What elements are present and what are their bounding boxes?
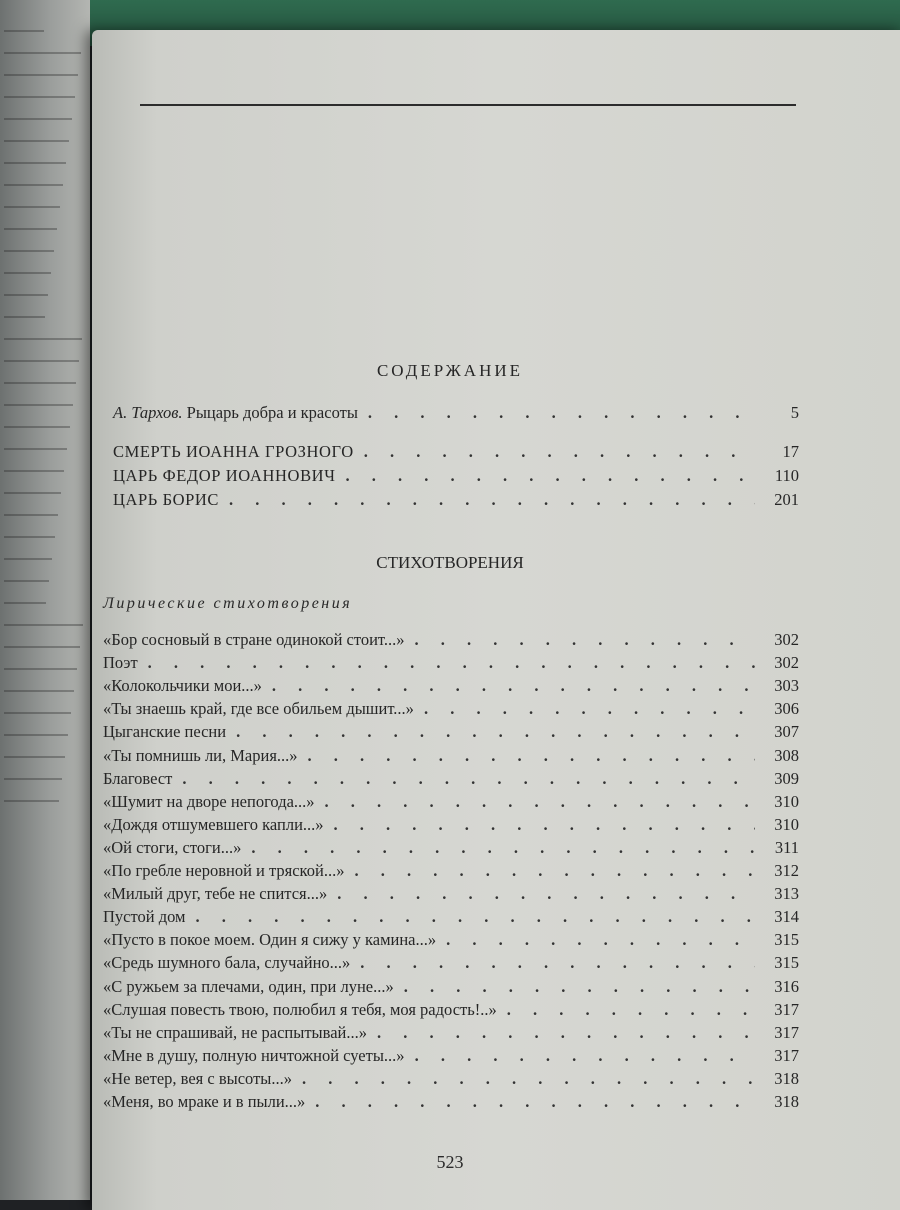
poem-entry (103, 1023, 799, 1043)
left-page-text-line (4, 74, 78, 76)
leader-dots (325, 792, 755, 812)
page-ref: 302 (774, 653, 799, 673)
page-ref: 315 (774, 930, 799, 950)
leader-dots (182, 769, 755, 789)
left-page-text-line (4, 514, 58, 516)
poem-title: «Колокольчики мои...» (103, 676, 262, 696)
poem-entry (103, 769, 799, 789)
left-page-text-line (4, 228, 57, 230)
poem-title: «Ты не спрашивай, не распытывай...» (103, 1022, 367, 1042)
page-ref: 5 (790, 403, 799, 422)
poem-entry (103, 977, 799, 997)
leader-dots (195, 907, 755, 927)
header-rule (140, 104, 796, 106)
leader-dots (354, 861, 755, 881)
poem-title: «По гребле неровной и тряской...» (103, 861, 345, 880)
leader-dots (424, 699, 755, 719)
toc-entry-intro (113, 403, 799, 423)
drama-entry (113, 442, 799, 462)
poem-title: «Шумит на дворе непогода...» (103, 791, 315, 811)
left-page-text-line (4, 800, 59, 802)
poem-title: «Ты знаешь край, где все обильем дышит...» (103, 699, 414, 719)
left-page-text-line (4, 624, 83, 626)
intro-author: А. Тархов. (113, 403, 183, 422)
poem-entry (103, 630, 799, 650)
page-ref: 17 (782, 442, 799, 461)
left-page-text-line (4, 30, 44, 32)
leader-dots (360, 953, 755, 973)
poem-title: «Пусто в покое моем. Один я сижу у камина...» (103, 930, 437, 950)
section-title: СТИХОТВОРЕНИЯ (376, 553, 524, 572)
page-ref: 317 (774, 999, 799, 1019)
page-ref: 309 (774, 768, 799, 788)
left-page-text-line (4, 52, 81, 54)
left-page-text-line (4, 580, 49, 582)
page-ref: 317 (774, 1022, 799, 1042)
poem-entry (103, 884, 799, 904)
page-ref: 308 (774, 745, 799, 765)
leader-dots (446, 930, 755, 950)
leader-dots (251, 838, 755, 858)
left-page-text-line (4, 778, 62, 780)
page-ref: 318 (774, 1068, 799, 1088)
poem-title: «Милый друг, тебе не спится...» (103, 884, 328, 904)
leader-dots (148, 653, 755, 673)
left-page-text-line (4, 338, 82, 340)
left-page-text-line (4, 734, 68, 736)
poem-entry (103, 792, 799, 812)
page-ref: 311 (774, 837, 799, 857)
poem-entry (103, 953, 799, 973)
drama-entry (113, 490, 799, 510)
poem-title: «Ой стоги, стоги...» (103, 837, 242, 857)
page-ref: 312 (774, 861, 799, 880)
poem-entry (103, 746, 799, 766)
left-page-text-line (4, 470, 64, 472)
left-page-text-line (4, 294, 48, 296)
poem-entry (103, 1000, 799, 1020)
leader-dots (302, 1069, 755, 1089)
subsection-title: Лирические стихотворения (103, 595, 353, 612)
page-ref: 201 (774, 490, 799, 509)
leader-dots (334, 815, 755, 835)
poem-entry (103, 930, 799, 950)
left-page-text-line (4, 162, 66, 164)
poem-title: «Средь шумного бала, случайно...» (103, 953, 351, 973)
leader-dots (364, 442, 755, 462)
page-title: СОДЕРЖАНИЕ (376, 361, 524, 380)
leader-dots (236, 722, 755, 742)
leader-dots (272, 676, 755, 696)
poem-entry (103, 722, 799, 742)
drama-title: ЦАРЬ БОРИС (113, 490, 219, 509)
poem-entry (103, 653, 799, 673)
left-page-text-line (4, 316, 45, 318)
page-ref: 314 (774, 907, 799, 927)
poem-title: «Не ветер, вея с высоты...» (103, 1068, 293, 1088)
poem-title: Цыганские песни (103, 722, 227, 742)
drama-title: СМЕРТЬ ИОАННА ГРОЗНОГО (113, 442, 354, 461)
leader-dots (308, 746, 755, 766)
page-ref: 313 (774, 884, 799, 904)
poem-title: Благовест (103, 768, 173, 788)
left-page-text-line (4, 404, 73, 406)
page-ref: 317 (774, 1045, 799, 1065)
page-ref: 315 (774, 953, 799, 973)
left-page-text-line (4, 690, 74, 692)
page-ref: 303 (774, 676, 799, 696)
poem-title: Поэт (103, 653, 138, 673)
leader-dots (415, 1046, 755, 1066)
poem-entry (103, 1046, 799, 1066)
poem-title: «Ты помнишь ли, Мария...» (103, 745, 298, 765)
leader-dots (315, 1092, 755, 1112)
left-page-text-line (4, 140, 69, 142)
left-page-text-line (4, 382, 76, 384)
left-page-text-line (4, 712, 71, 714)
poem-title: «Слушая повесть твою, полюбил я тебя, моя радость!..» (103, 999, 497, 1019)
poem-entry (103, 907, 799, 927)
left-page-text-line (4, 250, 54, 252)
left-page-text-line (4, 184, 63, 186)
intro-title: Рыцарь добра и красоты (186, 403, 358, 422)
leader-dots (415, 630, 755, 650)
poem-entry (103, 861, 799, 881)
page-ref: 307 (774, 722, 799, 742)
poem-entry (103, 838, 799, 858)
left-page-text-line (4, 206, 60, 208)
page-ref: 110 (774, 466, 799, 485)
poem-title: Пустой дом (103, 907, 186, 927)
poem-entry (103, 699, 799, 719)
poem-title: «С ружьем за плечами, один, при луне...» (103, 976, 394, 996)
poem-entry (103, 815, 799, 835)
left-page-text-line (4, 426, 70, 428)
left-page-fragment (0, 0, 90, 1200)
page-ref: 306 (774, 699, 799, 719)
page-number: 523 (436, 1152, 464, 1172)
poem-entry (103, 1069, 799, 1089)
page-ref: 318 (774, 1092, 799, 1111)
page-ref: 302 (774, 630, 799, 649)
left-page-text-line (4, 668, 77, 670)
left-page-text-line (4, 96, 75, 98)
left-page-text-line (4, 448, 67, 450)
left-page-text-line (4, 272, 51, 274)
page-ref: 316 (774, 976, 799, 996)
leader-dots (337, 884, 755, 904)
leader-dots (346, 466, 755, 486)
poem-title: «Дождя отшумевшего капли...» (103, 814, 324, 834)
left-page-text-line (4, 118, 72, 120)
page-ref: 310 (774, 791, 799, 811)
poem-entry (103, 676, 799, 696)
leader-dots (368, 403, 755, 423)
leader-dots (404, 977, 755, 997)
drama-title: ЦАРЬ ФЕДОР ИОАННОВИЧ (113, 466, 336, 485)
page-ref: 310 (774, 814, 799, 834)
left-page-text-line (4, 602, 46, 604)
poem-entry (103, 1092, 799, 1112)
leader-dots (377, 1023, 755, 1043)
left-page-text-line (4, 756, 65, 758)
drama-entry (113, 466, 799, 486)
left-page-text-line (4, 536, 55, 538)
poem-title: «Меня, во мраке и в пыли...» (103, 1092, 306, 1111)
left-page-text-line (4, 492, 61, 494)
poem-title: «Мне в душу, полную ничтожной суеты...» (103, 1045, 405, 1065)
left-page-text-line (4, 646, 80, 648)
leader-dots (229, 490, 755, 510)
leader-dots (507, 1000, 755, 1020)
poem-title: «Бор сосновый в стране одинокой стоит...» (103, 630, 405, 649)
